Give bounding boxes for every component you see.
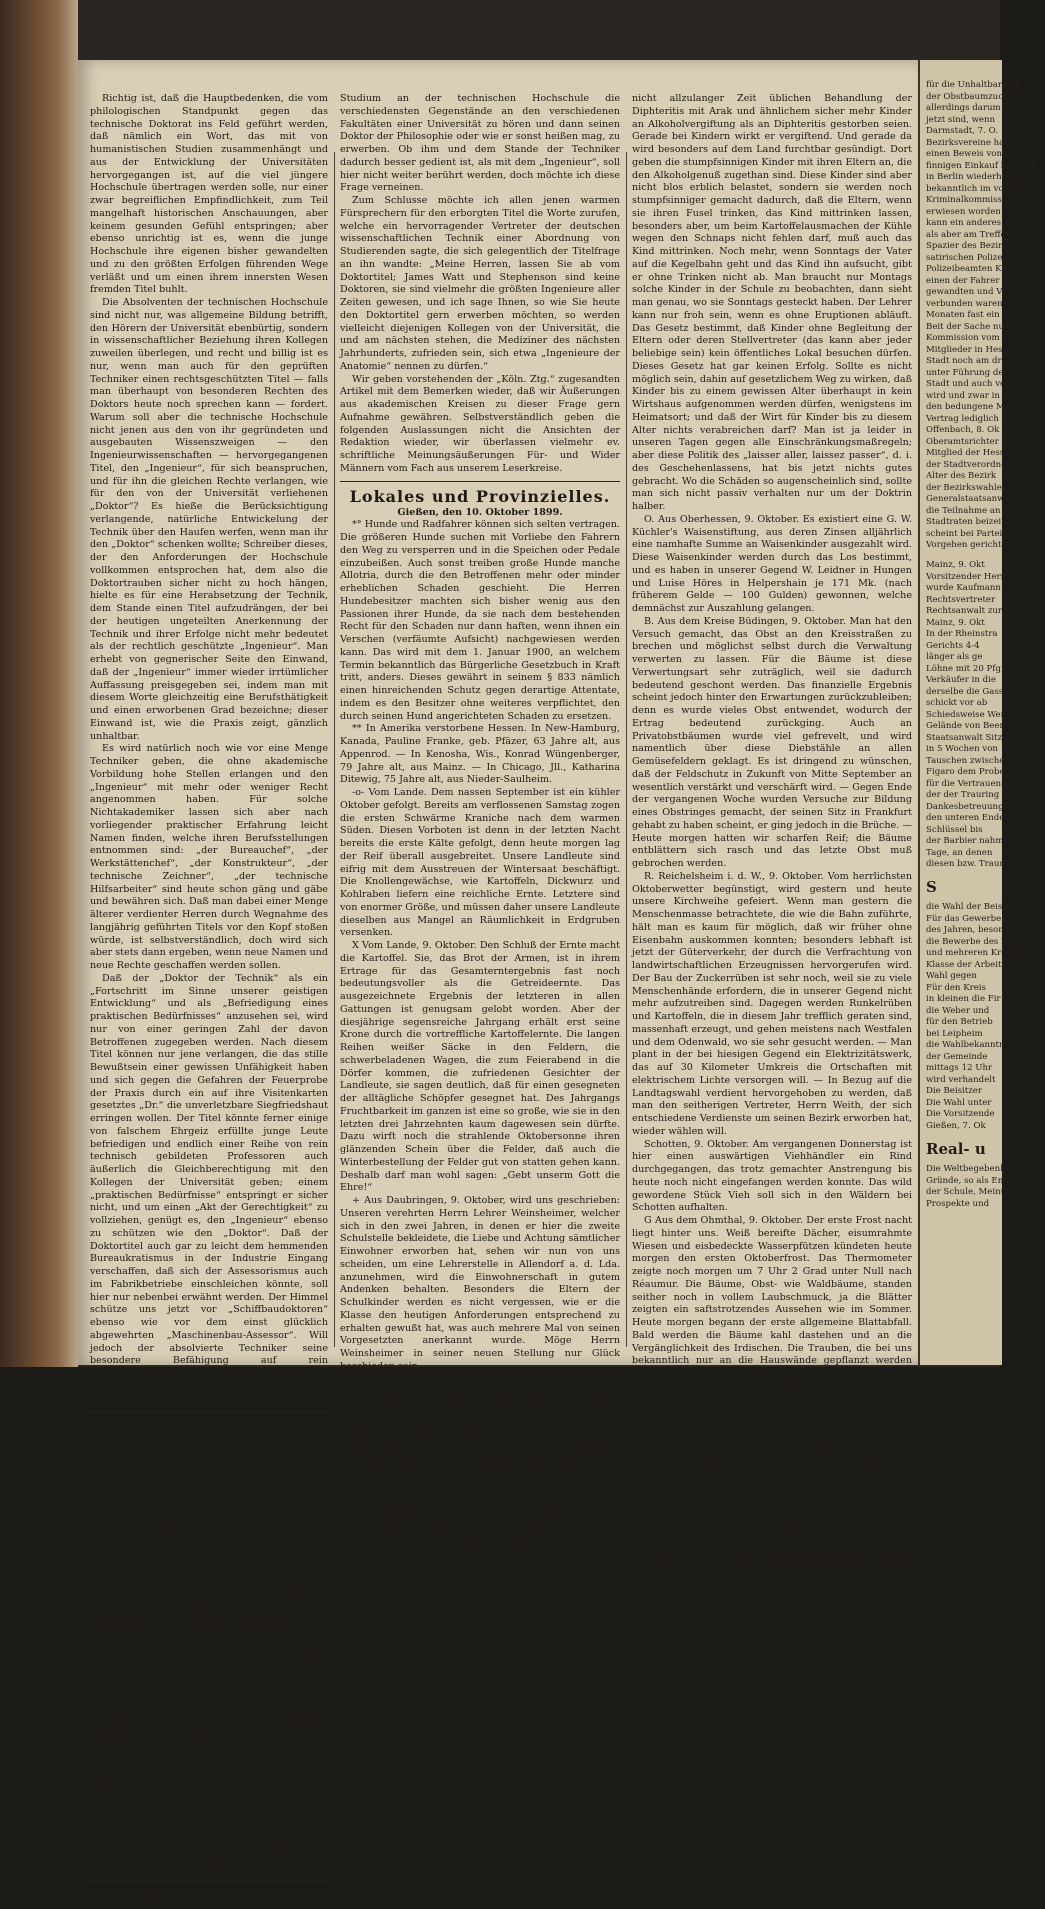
adjacent-page-line: die Bewerbe des Zu xyxy=(926,936,1013,947)
column-rule xyxy=(626,152,627,1347)
paragraph: O. Aus Oberhessen, 9. Oktober. Es existiert eine G. W. Küchler's Waisenstiftung, aus deren Zinsen alljährlich eine namhafte Summe an Waisenkinder ausgezahlt wird. Diese Waisenkinder werden durch das Los bestimmt, und es haben in unserer Gegend W. Leidner in Hungen und Luise Höres in Helpershain je 171 Mk. (nach früherem Gelde — 100 Gulden) gewonnen, welche demnächst zur Auszahlung gelangen. xyxy=(632,513,912,614)
adjacent-page-line: Prospekte und xyxy=(926,1198,990,1209)
adjacent-page-line: Die Vorsitzende xyxy=(926,1109,995,1119)
adjacent-page-line: Wahl gegen xyxy=(926,971,977,981)
paragraph: X Vom Lande, 9. Oktober. Den Schluß der Ernte macht die Kartoffel. Sie, das Brot der Armen, ist in ihrem Ertrage für das Gesamterntergebnis fast noch bedeutungsvoller als die Getreideernte. Das ausgezeichnete Ergebnis der letzteren in allen Gattungen ist genugsam gelobt worden. Aber der diesjährige segensreiche Jahrgang erhält erst seine Krone durch die vortreffliche Kartoffelernte. Die langen Reihen weißer Säcke in den Feldern, die schwerbeladenen Wagen, die zum Feierabend in die Dörfer kommen, die zufriedenen Gesichter der Landleute, sie sagen deutlich, daß für einen gesegneten der alltägliche Schöpfer gesegnet hat. Des Jahrgangs Fruchtbarkeit im ganzen ist eine so große, wie sie in den letzten drei Jahrzehnten kaum dagewesen sein dürfte. Dazu wirft noch die strahlende Oktobersonne ihren glänzenden Schein über die Felder, daß auch die Winterbestellung der Felder gut von statten gehen kann. Deshalb darf man wohl sagen: „Gebt unserm Gott die Ehre!“ xyxy=(340,940,620,1194)
article-column-2 xyxy=(340,93,620,1563)
paragraph: Die Absolventen der technischen Hochschule sind nicht nur, was allgemeine Bildung betrifft, den Hörern der Universität ebenbürtig, sondern in wissenschaftlicher Beziehung ihren Kollegen zuweilen überlegen, und recht und billig ist es nur, wenn man auch für den geprüften Techniker einen rechtsgeschützten Titel — falls man überhaupt von besonderen Rechten des Doktors heute noch sprechen kann — fordert. Warum soll aber die technische Hochschule nicht jenen aus den von ihr gegründeten und ausgebauten Wissenszweigen — den Ingenieurwissenschaften — hervorgegangenen Titel, den „Ingenieur“, für sich beanspruchen, und für ihn die gleichen Rechte verlangen, wie für den von der Universität verliehenen „Doktor“? Es hieße die Berücksichtigung verlangende, natürliche Entwickelung der Technik über den Haufen werfen, wenn man ihr den „Doktor“ schenken wollte; Schreiber dieses, der den Anforderungen der Hochschule vollkommen entsprochen hat, dem also die Doktortrauben sicher nicht zu hoch hängen, hielte es für eine Herabsetzung der Technik, dem Stande einen Titel aufzudrängen, der bei der heutigen ungeteilten Anerkennung der Technik und ihrer Erfolge nicht mehr bedeutet als der rechtlich geschützte „Ingenieur“. Man erhebt von gegnerischer Seite den Einwand, daß der „Ingenieur“ immer wieder irrtümlicher Auffassung preisgegeben sei, indem man mit diesem Worte gleichzeitig eine Berufsthätigkeit und einen erworbenen Grad bezeichne; dieser Einwand ist, wie die Praxis zeigt, gänzlich unhaltbar. xyxy=(90,297,328,742)
adjacent-page-line: Staatsanwalt Sitz xyxy=(926,732,1003,743)
adjacent-page-line: Generalstaatsanwalt xyxy=(926,494,1016,504)
paragraph: Um so wird es Kaiserin Alexandra Feodorowna vergönnt sein, an der Seite ihres Gemahls noch recht lange als weitblickende Landes- und zärtliche Familienmutter zu walten. xyxy=(90,1825,328,1875)
newspaper-page xyxy=(78,60,918,1909)
adjacent-page-line: gewandten und Verbrecher xyxy=(926,287,1045,297)
adjacent-page-heading: S xyxy=(926,878,937,896)
adjacent-page-line: jetzt sind, wenn xyxy=(926,114,996,125)
adjacent-page-line: der Gemeinde xyxy=(926,1051,988,1062)
adjacent-page-line: Vertrag lediglich zur xyxy=(926,413,1016,424)
paragraph: Studium an der technischen Hochschule die verschiedensten Gegenstände an den verschiedenen Fakultäten einer Universität zu hören und dann seinen Doktor der Philosophie oder wie er sonst heißen mag, zu erwerben. Ob ihm und dem Stande der Techniker dadurch besser gedient ist, als mit dem „Ingenieur“, soll hier nicht weiter berührt werden, doch möchte ich diese Frage verneinen. xyxy=(340,93,620,194)
adjacent-page-line: die Teilnahme an xyxy=(926,505,1001,516)
adjacent-page-line: in kleinen die Fir xyxy=(926,994,1001,1004)
paragraph: Daß der „Doktor der Technik“ als ein „Fortschritt im Sinne unserer geistigen Entwicklung“ und als „Befriedigung eines praktischen Bedürfnisses“ anzusehen sei, wird nur von einer geringen Zahl der davon Betroffenen zugegeben werden. Nach diesem Titel können nur jene verlangen, die das stille Bewußtsein einer gewissen Unfähigkeit haben und sich gegen die Gefahren der Feuerprobe der Praxis durch ein auf ihre Visitenkarten gesetztes „Dr.“ die unverletzbare Siegfriedshaut erringen wollen. Der Titel könnte ferner einige von falschem Ehrgeiz erfüllte junge Leute befriedigen und endlich einer Reihe von rein technisch gebildeten Professoren auch äußerlich die Gleichberechtigung mit den Kollegen der Universität geben; einem „praktischen Bedürfnisse“ entspringt er sicher nicht, und um einen „Akt der Gerechtigkeit“ zu vollziehen, genügt es, den „Ingenieur“ ebenso zu schützen wie den „Doktor“. Daß der Doktortitel auch gar zu leicht dem hemmenden Bureaukratismus in der Industrie Eingang verschaffen, daß sich der Assessorismus auch im Fabrikbetriebe einschleichen könnte, soll hier nur nebenbei erwähnt werden. Der Himmel schütze uns jetzt vor „Schiffbaudoktoren“ ebenso wie vor dem einst glücklich abgewehrten „Maschinenbau-Assessor“. Will jedoch der absolvierte Techniker seine besondere Befähigung auf rein wissenschaftlichem Gebiete nachgewiesen bekommen, so hindert ihn nichts, nach vollendetem xyxy=(90,972,328,1405)
paragraph: R. Reichelsheim i. d. W., 9. Oktober. Vom herrlichsten Oktoberwetter begünstigt, wird gestern und heute unsere Kirchweihe gefeiert. Wenn man gestern die Menschenmasse betrachtete, die wie die Bahn zuführte, hält man es kaum für möglich, daß wir früher ohne Eisenbahn auskommen konnten; besonders lebhaft ist jetzt der Güterverkehr, der durch die Verfrachtung von landwirtschaftlichen Erzeugnissen hervorgerufen wird. Der Bau der Zuckerrüben ist sehr noch, weil sie zu viele Menschenhände erfordern, die in unserer Gegend nicht mehr aufzutreiben sind. Dagegen werden Runkelrüben und Kartoffeln, die in diesem Jahr trefflich geraten sind, massenhaft erzeugt, und gehen meistens nach Westfalen und dem Odenwald, wo sie sehr gesucht werden. — Man plant in der bei hiesigen Gegend ein Elektrizitätswerk, das auf 30 Kilometer Umkreis die Ortschaften mit elektrischem Lichte versorgen will. — In Bezug auf die Landtagswahl verdient hervorgehoben zu werden, daß man den seitherigen Vertreter, Herrn Weith, der sich entschiedene Verdienste um seinen Bezirk erworben hat, wieder wählen will. xyxy=(632,870,912,1137)
adjacent-page-line: schickt vor ab xyxy=(926,698,988,708)
adjacent-page-line: derselbe die Gasse xyxy=(926,686,1009,697)
adjacent-page-line: Polizeibeamten Kaufe xyxy=(926,264,1021,274)
adjacent-page-line: den bedungene Marie xyxy=(926,402,1022,412)
adjacent-page-line: für den Betrieb xyxy=(926,1017,993,1027)
adjacent-page-line: für die Vertrauens xyxy=(926,778,1006,789)
paragraph: Δ Aus Oberhessen, im Oktober. Es ist allgemein bekannt und auch von jedem Unbefangenen anerkannt, welch' gefährlicher Feind der Volkswohlfahrt der Alkohol ist. Wieviel Existenzen in einem einzigen Jahre ihm zum Opfer fallen, wieviel unglückliche Familienverhältnisse auf ihn zurückzuführen sind — wer kann es ausdenken? Genug, daß sich im „Verein vom blauen Kreuz“ Männer zu seiner Bekämpfung zusammengethan haben; daß sogar die Ärzte unter sich einen Verein ins Leben gerufen haben, um dem verderblichen Einfluß des Alkohols entgegenzutreten. Ist es doch offenkundig, daß zu Krankheiten der Atmungsorgane Erkrankte im vorgerückten Lebensalter dann die Krankheit leichter überstehen, wenn sie sogen. Abstinenzler sind! Wird doch jetzt gerade heraus behauptet, daß die bei vor noch xyxy=(340,1373,620,1563)
adjacent-page-ad-heading: Real- u xyxy=(926,1140,986,1158)
adjacent-page-line: der Obstbaumzucht in xyxy=(926,91,1024,102)
adjacent-page-line: Kriminalkommissar xyxy=(926,195,1012,205)
paragraph: *° Hunde und Radfahrer können sich selten vertragen. Die größeren Hunde suchen mit Vorliebe den Fahrern den Weg zu versperren und in die Speichen oder Pedale einzubeißen. Auch sonst treiben große Hunde manche Allotria, durch die den Betroffenen mehr oder minder erheblichen Schaden geschieht. Die Herren Hundebesitzer machten sich bisher wenig aus den Passionen ihrer Hunde, da sie nach dem bestehenden Recht für den Schaden nur dann haften, wenn ihnen ein Verschen (verfäumte Aufsicht) nachgewiesen werden kann. Das wird mit dem 1. Januar 1900, an welchem Termin bekanntlich das Bürgerliche Gesetzbuch in Kraft tritt, anders. Dieses gewährt in seinem § 833 nämlich einen hinreichenden Schutz gegen derartige Attentate, indem es den Besitzer ohne weiteres verpflichtet, den durch seinen Hund angerichteten Schaden zu ersetzen. xyxy=(340,519,620,722)
adjacent-page-line: mittags 12 Uhr xyxy=(926,1063,993,1073)
adjacent-page-text-a xyxy=(926,80,1045,552)
adjacent-page-line: der Stadtverordnete xyxy=(926,459,1015,470)
section-heading: Lokales und Provinzielles. xyxy=(349,486,611,506)
adjacent-page-line: Kommission vom Gener xyxy=(926,333,1030,343)
adjacent-page-line: Schlüssel bis xyxy=(926,824,983,835)
adjacent-page-line: erwiesen worden xyxy=(926,206,1001,217)
adjacent-page-line: Gießen, 7. Ok xyxy=(926,1120,986,1131)
adjacent-page-line: unter Führung des xyxy=(926,367,1008,378)
adjacent-page-line: finnigen Einkauf kriminal xyxy=(926,160,1038,171)
paragraph: Zum Schlusse möchte ich allen jenen warmen Fürsprechern für den erborgten Titel die Worte zurufen, welche ein hervorragender Vertreter der deutschen wissenschaftlichen Technik einer Abordnung von Studierenden sagte, die sich gelegentlich der Titelfrage an ihn wandte: „Meine Herren, lassen Sie ab vom Doktortitel; James Watt und Stephenson sind keine Doktoren, sie sind vielmehr die größten Ingenieure aller Zeiten gewesen, und ich sage Ihnen, so wie Sie heute den Doktortitel gern erwerben möchten, so werden vielleicht diejenigen Kollegen von der Universität, die und am nächsten stehen, die Mediziner des nächsten Jahrhunderts, zufrieden sein, sich etwa „Ingenieure der Anatomie“ nennen zu dürfen.“ xyxy=(340,195,620,372)
column-rule xyxy=(334,152,335,1347)
adjacent-page-line: Darmstadt, 7. O. xyxy=(926,126,998,136)
adjacent-page-line: Gründe, so als Ende xyxy=(926,1175,1014,1186)
adjacent-page-line: Mitglied der Hess xyxy=(926,448,1005,458)
adjacent-page-text-b xyxy=(926,560,1018,871)
adjacent-page-line: in Berlin wiederholt xyxy=(926,172,1014,182)
paragraph: bei jeder passenden Gelegenheit und zumal wenn der Zar fie um ihren Rat befragt, zur Milde rät. Sie hat dadurch für Rußland schon viel gutes gethan, manchen, der so tief gefallen war, nicht vergessen, daß er nicht einst ihr Freund gewesen, ihr Leben. So wurde vor einiger Zeit der Cornet Volkow vom Wosnezenski'schen Dragonerregiment zum Verluste sämtlicher Rechte, Degradierung und Ansiedelung in Sibirien verurteilt, weil er seinen Vorgesetzten, den Leutnant Michailow, getötet hatte. Eine Liebesaffaire war der Grund. Als die Zarin von dem Geschicke des jungen Offiziers erfuhr, bat sie den Zaren, ihm die Strafe zu mildern, worauf Nikolaus II. nicht säumte, den Cornet zu acht Monaten Festungshaft und fünfjährigem Avancementsverlust zu begnadigen. xyxy=(90,1417,328,1645)
adjacent-page-line: Für den Kreis xyxy=(926,982,986,993)
article-column-3 xyxy=(632,93,912,1583)
adjacent-page-line: Gerichts 4-4 xyxy=(926,640,980,651)
adjacent-page-line: für die Unhaltbarkeit xyxy=(926,80,1019,90)
paragraph: Richtig ist, daß die Hauptbedenken, die vom philologischen Standpunkt gegen das technische Doktorat ins Feld geführt werden, daß nämlich ein Wort, das mit von humanistischen Studien zusammenhängt und aus der Entwicklung der Universitäten hervorgegangen ist, auf die viel jüngere Hochschule übertragen werden solle, nur einer zwar begreiflichen Empfindlichkeit, zum Teil mangelhaft historischen Anschauungen, aber keinem gesunden Gefühl entspringen; aber ebenso unrichtig ist es, wenn die junge Hochschule ihre eigenen bisher gewandelten und zu den größten Erfolgen führenden Wege verläßt und um einen ihrem innersten Wesen fremden Titel buhlt. xyxy=(90,93,328,296)
paragraph: G Aus dem Ohmthal, 9. Oktober. Der erste Frost nacht liegt hinter uns. Weiß bereifte Dächer, eisumrahmte Wiesen und eisbedeckte Wasserpfützen kündeten heute morgen den ersten Oktoberfrost. Das Thermometer zeigte noch morgen um 7 Uhr 2 Grad unter Null nach Réaumur. Die Bäume, Obst- wie Waldbäume, standen seither noch in vollem Laubschmuck, ja die Blätter zeigten ein saftstrotzendes Aussehen wie im Sommer. Heute morgen begann der erste allgemeine Blattabfall. Bald werden die Bäume kahl dastehen und an die Vergänglichkeit des Irdischen. Die Trauben, die bei uns bekanntlich nur an die Hauswände gepflanzt werden können, scheinen reif nicht werden zu wollen; sie sehen noch meist ganz grün aus, während sie der Zeit nach blau sein sollten. Sie werden wohl fast ganz verderben müssen. Die Obsternte ist vorüber. Sie ist im allgemeinen recht zufriedenstellend gewesen. Sie hat wieder für den Landmann gezeigt, welchen großen Wert es hat, der Obstbaumzucht und Obstbaumpflege die größte Aufmerksamkeit ein klein wenig zu widmen. Wie fast immer, so ist auch in diesem Herbste der Obstsegen kein allgemeiner. Die eine Gemarkung hat volle Obstbeträge, die andere weniger, leer aber gibt wohl keine aus. Daß überhaupt das Obst in die Obstmarkt jetzt bin ist die Glaube verbreitet, in dem oberen Ohmthal, was ist im Vogelsberg, wächst kein Obst. Wenn wir sagen, daß in Unter-Seibertenrod in einem Garten fast bis zu 100 Körbe voll Aepfel geerntet werden konnten, so ist das der beste Beweis xyxy=(632,1215,912,1583)
adjacent-page-line: und mehreren Kreisen xyxy=(926,948,1025,958)
adjacent-page-line: wird verhandelt xyxy=(926,1074,996,1085)
adjacent-page-line: der Barbier nahm xyxy=(926,836,1004,846)
adjacent-page-line: in 5 Wochen von xyxy=(926,744,998,754)
adjacent-page-line: bekanntlich im vorigen xyxy=(926,183,1027,194)
adjacent-page-line: Dankesbetreuung xyxy=(926,801,1004,812)
adjacent-page-line: bei Leipheim xyxy=(926,1028,983,1039)
adjacent-page-line: die Weber und xyxy=(926,1005,990,1016)
adjacent-page-line: Figaro dem Probe xyxy=(926,767,1005,777)
adjacent-page-line: Bezirksvereine haben xyxy=(926,137,1021,148)
adjacent-page-line: Für das Gewerbe xyxy=(926,913,1002,924)
adjacent-page-line: wird und zwar in xyxy=(926,390,1000,401)
adjacent-page-line: einen der Fahrer xyxy=(926,275,1000,286)
adjacent-page-line: Mitglieder in Hessen xyxy=(926,344,1018,355)
adjacent-page-line: der der Trauring xyxy=(926,790,1000,800)
adjacent-page-line: Gelände von Beer xyxy=(926,721,1004,731)
adjacent-page-line: Mainz, 9. Okt xyxy=(926,560,985,570)
adjacent-page-line: einen Beweis von einer xyxy=(926,149,1028,159)
adjacent-page-line: Die Weltbegebenheit xyxy=(926,1164,1017,1174)
adjacent-page-line: Die Wahl unter xyxy=(926,1097,992,1108)
adjacent-page-line: Stadtraten beizeiten xyxy=(926,517,1016,527)
adjacent-page-line: Die Beisitzer xyxy=(926,1086,982,1096)
paragraph: Leider sollen sich, nach der Mitteilung eines Kenners des Lebens am russischen Hofe,*) in neuerer Zeit Differenzen ungeahnt geltend machen, welche dahin zielen, das Verhältnis, das zwischen Nikolaus II. und seiner Gemahlin besteht, zu trüben. Die liberalen, von Alexandra Feodorowna geteilten und begünstigten Tendenzen des jungen Kaisers sind der Pobjedonoszew'schen Klique ein Dorn im Auge. Aber der Einfluß, den die Kaiserin auf ihren Gemahl thatsächlich ausübt, ist ein starkes Hindernis für die nicht rastende Maulwurfsarbeit der Pobjedonoszew'schen Klique. xyxy=(90,1646,328,1824)
adjacent-page-line: In der Rheinstra xyxy=(926,629,998,639)
adjacent-page-line: verbunden waren. Es xyxy=(926,298,1019,309)
adjacent-page-line: Oberamtsrichter Ei xyxy=(926,436,1011,447)
adjacent-page-line: der Schule, Meinung xyxy=(926,1187,1018,1197)
adjacent-page-line: Tauschen zwischen xyxy=(926,755,1010,766)
adjacent-page-line: Tage, an denen xyxy=(926,847,993,858)
adjacent-page-text-d xyxy=(926,1164,1018,1210)
adjacent-page-line: Verkäufer in die xyxy=(926,675,996,685)
adjacent-page xyxy=(918,60,1045,1365)
adjacent-page-line: scheint bei Parteien xyxy=(926,528,1013,539)
paragraph: B. Aus dem Kreise Büdingen, 9. Oktober. Man hat den Versuch gemacht, das Obst an den Kreisstraßen zu brechen und möglichst selbst durch die Verwaltung verwerten zu lassen. Für die Bäume ist diese Verwertungsart sehr zuträglich, weil sie dadurch bedeutend geschont werden. Das finanzielle Ergebnis scheint jedoch hinter den Erwartungen zurückzubleiben; denn es wurde vieles Obst entwendet, wodurch der Ertrag bedeutend zurückging. Auch an Privatobstbäumen wurde viel gefrevelt, und wird namentlich über diese Diebstähle an allen Gemüsefeldern geklagt. Es ist dringend zu wünschen, daß der Feldschutz in Zukunft von Mitte September an wesentlich verstärkt und verschärft wird. — Gegen Ende der vergangenen Woche wurden Versuche zur Bildung eines Obstringes gemacht, der seinen Sitz in Frankfurt gehabt zu haben scheint, er ging jedoch in die Brüche. — Heute morgen hatten wir scharfen Reif; die Bäume entblättern sich rasch und das letzte Obst muß gebrochen werden. xyxy=(632,615,912,869)
adjacent-page-line: satirischen Polizei xyxy=(926,252,1006,263)
adjacent-page-line: Stadt und auch ver xyxy=(926,379,1010,389)
paragraph: Wir geben vorstehenden der „Köln. Ztg.“ zugesandten Artikel mit dem Bemerken wieder, daß wir Äußerungen aus akademischen Kreisen zu dieser Frage gern Aufnahme gewähren. Selbstverständlich geben die folgenden Auslassungen nicht die Ansichten der Redaktion wieder, wir überlassen vielmehr ev. schriftliche Meinungsäußerungen Für- und Wider Männern vom Fach aus unserem Leserkreise. xyxy=(340,373,620,474)
adjacent-page-line: der Bezirkswahlen xyxy=(926,482,1008,493)
adjacent-page-line: Vorgehen gerichtet xyxy=(926,540,1010,550)
adjacent-page-line: die Wahlbekanntm xyxy=(926,1040,1008,1050)
adjacent-page-line: länger als ge xyxy=(926,652,983,662)
adjacent-page-line: als aber am Treffen xyxy=(926,229,1012,240)
adjacent-page-line: Beit der Sache nun xyxy=(926,321,1010,332)
adjacent-page-line: wurde Kaufmann xyxy=(926,583,1001,593)
divider xyxy=(90,1881,328,1882)
dateline: Gießen, den 10. Oktober 1899. xyxy=(397,506,563,518)
book-binding xyxy=(0,0,78,1367)
divider xyxy=(90,1411,328,1412)
article-column-1 xyxy=(90,93,328,1909)
paragraph: -o- Vom Lande. Dem nassen September ist ein kühler Oktober gefolgt. Bereits am verflossenen Samstag zogen die ersten Schwärme Kraniche nach dem warmen Süden. Diesen Vorboten ist denn in der letzten Nacht bereits die erste Kälte gefolgt, denn heute morgen lag der Reif überall ausgebreitet. Unsere Landleute sind eifrig mit dem Ausstreuen der Wintersaat beschäftigt. Die Knollengewächse, wie Kartoffeln, Dickwurz und Kohlraben liefern eine reichliche Ernte. Letztere sind von enormer Größe, und müssen daher unsere Landleute dieselben aus Mangel an Räumlichkeit in Erdgruben versenken. xyxy=(340,787,620,939)
divider xyxy=(340,481,620,482)
adjacent-page-line: Klasse der Arbeiter xyxy=(926,959,1011,970)
adjacent-page-line: Alter des Bezirk xyxy=(926,471,997,481)
adjacent-page-line: Schiedsweise Wer xyxy=(926,709,1005,720)
adjacent-page-line: allerdings darum xyxy=(926,103,1001,113)
adjacent-page-line: Rechtsanwalt zur xyxy=(926,606,1003,616)
adjacent-page-line: die Wahl der Beisitzer xyxy=(926,902,1023,912)
paragraph: Schotten, 9. Oktober. Am vergangenen Donnerstag ist hier einen auswärtigen Viehhändler ein Rind durchgegangen, das trotz gemachter Anstrengung bis heute noch nicht eingefangen werden konnte. Das wild gewordene Stück Vieh soll sich in den Wäldern bei Schotten aufhalten. xyxy=(632,1138,912,1214)
adjacent-page-line: Monaten fast ein xyxy=(926,310,1000,320)
adjacent-page-line: Löhne mit 20 Pfg. xyxy=(926,663,1004,674)
adjacent-page-line: den unteren Ende xyxy=(926,813,1005,823)
adjacent-page-line: des Jahren, besonders xyxy=(926,925,1023,935)
adjacent-page-line: Spazier des Bezirks xyxy=(926,241,1012,251)
paragraph: ** In Amerika verstorbene Hessen. In New-Hamburg, Kanada, Pauline Franke, geb. Pfäzer, 63 Jahre alt, aus Appenrod. — In Kenosha, Wis., Konrad Wüngenberger, 79 Jahre alt, aus Mainz. — In Chicago, Jll., Katharina Ditewig, 75 Jahre alt, aus Nieder-Saulheim. xyxy=(340,723,620,786)
paragraph: nicht allzulanger Zeit üblichen Behandlung der Diphteritis mit Arak und ähnlichem sicher mehr Kinder an Alkoholvergiftung als an Diphteritis gestorben seien. Gerade bei Kindern wirkt er vergiftend. Und gerade da wird besonders auf dem Land furchtbar gesündigt. Dort geben die stumpfsinnigen Kinder mit ihren Eltern an, die den Alkoholgenuß zugethan sind. Diese Kinder sind aber nicht blos erblich belastet, sondern sie werden noch stumpfsinniger gemacht dadurch, daß die Eltern, wenn sie ihren Fusel trinken, das Kind mittrinken lassen, besonders aber, um beim Kartoffelausmachen der Kühle wegen den Schnaps nicht fehlen darf, muß auch das Kind mittrinken. Noch mehr, wenn Sonntags der Vater auf die Kegelbahn geht und das Kind ihn aufsucht, gibt er ohne Trinken nicht ab. Man braucht nur Montags solche Kinder in der Schule zu beobachten, dann sieht man genau, wo sie Sonntags gesteckt haben. Der Lehrer kann nur froh sein, wenn es ohne Eruptionen abläuft. Das Gesetz bestimmt, daß Kinder ohne Begleitung der Eltern oder deren Stellvertreter (das kann aber jeder beliebige sein) kein öffentliches Lokal besuchen dürfen. Dieses Gesetz hat gar keinen Erfolg. Sollte es nicht möglich sein, dahin auf gesetzlichem Weg zu wirken, daß Kinder bis zu einem gewissen Alter überhaupt in kein Wirtshaus aufgenommen werden dürfen, wenigstens im Heimatsort; und daß der Wirt für Kinder bis zu diesem Alter nichts verabreichen darf? Man ist ja leider in unseren Tagen gegen alle Einschränkungsmaßregeln; aber diese Politik des „laisser aller, laissez passer“, d. i. des Geschehenlassens, hat bis jetzt nichts gutes gebracht. Wo die Schäden so augenscheinlich sind, sollte man sich nicht passiv verhalten nur um der Doktrin halber. xyxy=(632,93,912,512)
adjacent-page-line: Vorsitzender Herrn xyxy=(926,571,1011,582)
adjacent-page-line: Offenbach, 8. Ok xyxy=(926,425,1000,435)
adjacent-page-line: Rechtsvertreter xyxy=(926,594,996,605)
adjacent-page-text-c xyxy=(926,902,1025,1132)
adjacent-page-line: diesen bzw. Trauring xyxy=(926,859,1018,869)
adjacent-page-line: Mainz, 9. Okt xyxy=(926,617,985,628)
footnote: *) Zar Nikolaus II. und sein Hof von L. v. Dyboroff (Verlag Buchhardt-Berlin und Leipzig). xyxy=(90,1887,328,1909)
adjacent-page-line: Stadt noch am drei xyxy=(926,356,1010,366)
adjacent-page-line: kann ein anderes xyxy=(926,218,1002,228)
paragraph: + Aus Daubringen, 9. Oktober, wird uns geschrieben: Unseren verehrten Herrn Lehrer Weinsheimer, welcher sich in den zwei Jahren, in denen er hier die zweite Schulstelle bekleidete, die Liebe und Achtung sämtlicher Einwohner erworben hat, sehen wir nun von uns scheiden, um eine Lehrerstelle in Allendorf a. d. Lda. anzunehmen, wird die Einwohnerschaft in gutem Andenken behalten. Besonders die Eltern der Schulkinder werden es nicht vergessen, wie er die Klasse den heutigen Anforderungen entsprechend zu erhalten gewußt hat, was auch mehrere Mal von seinen Vorgesetzten anerkannt wurde. Möge Herrn Weinsheimer in seiner neuen Stellung nur Glück beschieden sein. xyxy=(340,1195,620,1372)
paragraph: Es wird natürlich noch wie vor eine Menge Techniker geben, die ohne akademische Vorbildung hohe Stellen erlangen und den „Ingenieur“ mit mehr oder weniger Recht angenommen haben. Für solche Nichtakademiker lassen sich aber nach vorliegender praktischer Erfahrung leicht Namen finden, welche ihren Berufsstellungen entnommen sind: „der Bureauchef“, „der Werkstättenchef“, „der Konstrukteur“, „der technische Zeichner“, „der technische Hilfsarbeiter“ sind heute schon gäng und gäbe und bewähren sich. Daß man dabei einer Menge älterer verdienter Herren durch Wegnahme des langjährig geführten Titels vor den Kopf stoßen würde, ist selbstverständlich, doch wird sich aber stets dann ergeben, wenn neue Namen und neue Rechte geschaffen werden sollen. xyxy=(90,743,328,971)
